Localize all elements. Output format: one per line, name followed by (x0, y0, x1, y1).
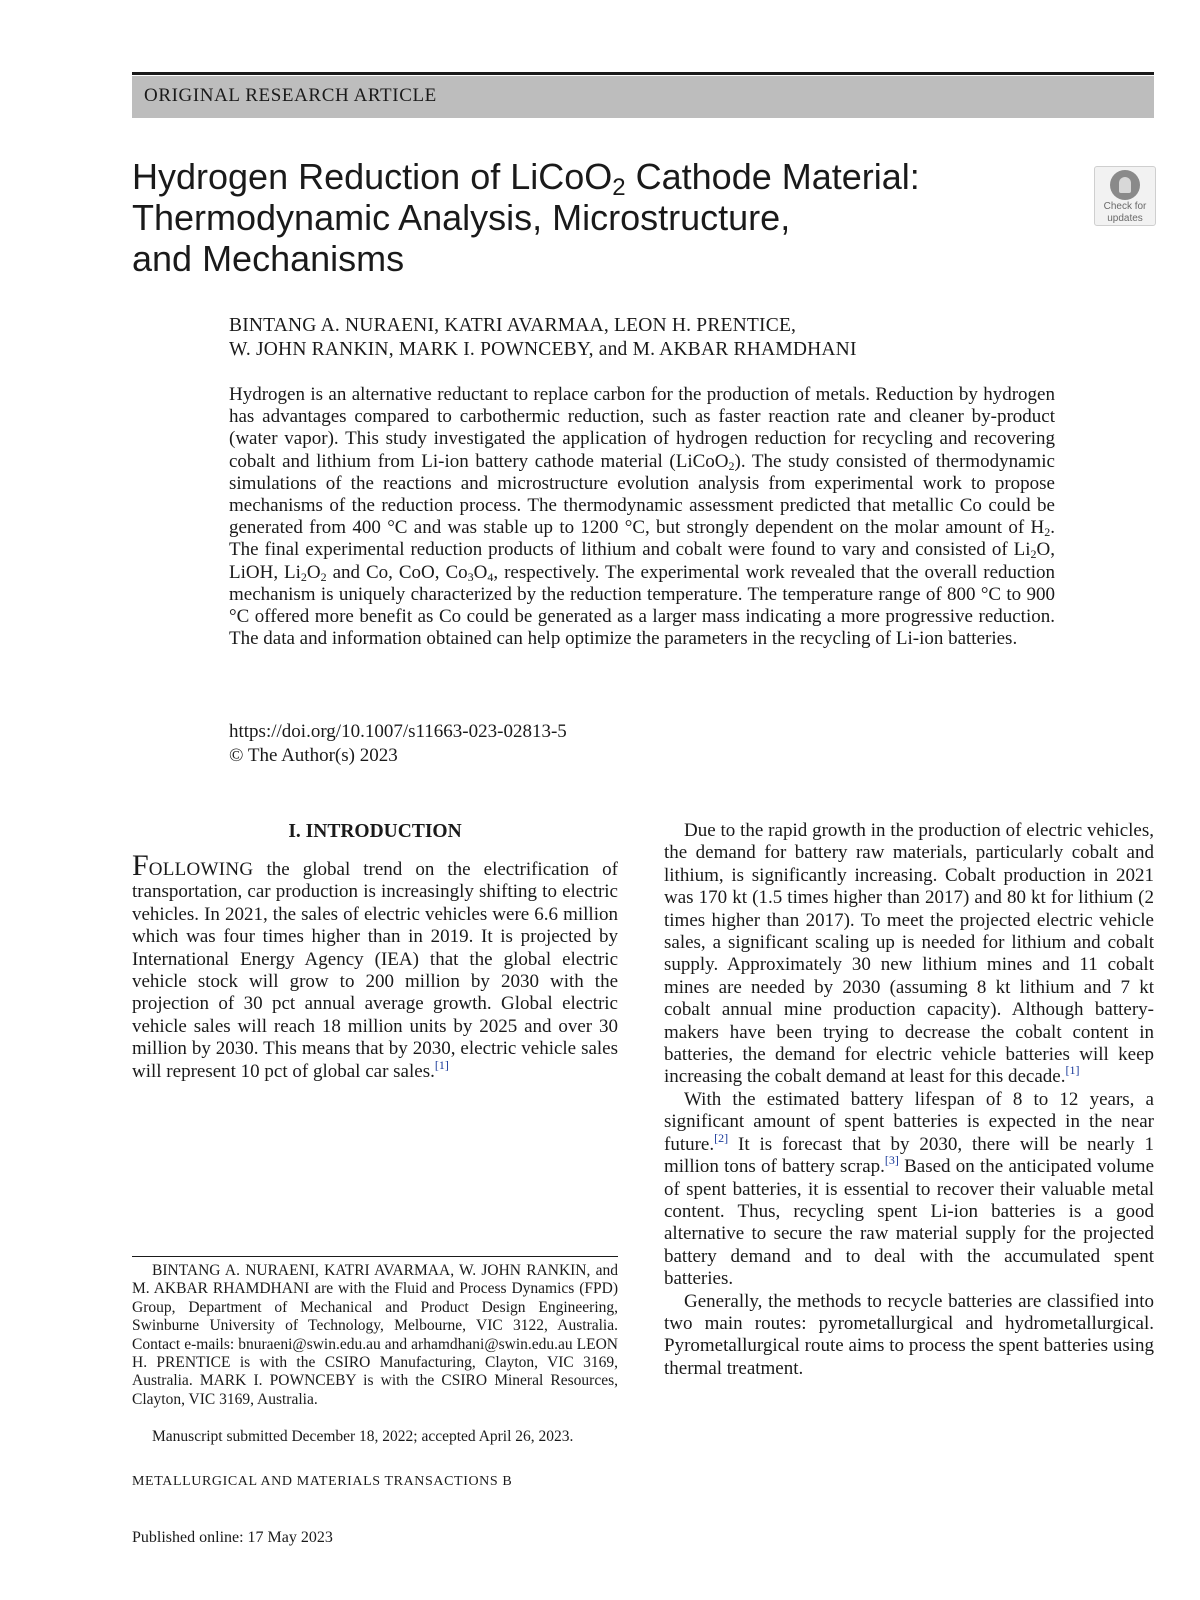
body-paragraph: Generally, the methods to recycle batteries are classified into two main routes: pyrometallurgical and hydrometallurgical. Pyrometallurgical route aims to process the spent batteries using thermal treatment. (664, 1290, 1154, 1379)
abstract-text: Hydrogen is an alternative reductant to replace carbon for the production of metals. Reduction by hydrogen has advantages compared to carbothermic reduction, such as faster reaction rate and cleaner by-product (water vapor). This study investigated the application of hydrogen reduction for recycling and recovering cobalt and lithium from Li-ion battery cathode material (LiCoO (229, 384, 1055, 472)
journal-name: METALLURGICAL AND MATERIALS TRANSACTIONS B (132, 1474, 513, 1489)
title-part1: Hydrogen Reduction of LiCoO (132, 156, 613, 197)
affiliation-footnote: BINTANG A. NURAENI, KATRI AVARMAA, W. JOHN RANKIN, and M. AKBAR RHAMDHANI are with the Fluid and Process Dynamics (FPD) Group, Department of Mechanical and Product Design Engineering, Swinburne University of Technology, Melbourne, VIC 3122, Australia. Contact e-mails: bnuraeni@swin.edu.au and arhamdhani@swin.edu.au LEON H. PRENTICE is with the CSIRO Manufacturing, Clayton, VIC 3169, Australia. MARK I. POWNCEBY is with the CSIRO Mineral Resources, Clayton, VIC 3169, Australia. (132, 1262, 618, 1408)
abstract-sub: 2 (728, 458, 735, 473)
citation-link[interactable]: [2] (714, 1130, 729, 1145)
author-list (229, 314, 1089, 362)
check-updates-label-1: Check for (1103, 201, 1147, 212)
title-line2: Thermodynamic Analysis, Microstructure, (132, 197, 791, 238)
abstract-sub: 2 (320, 569, 327, 584)
section-heading-introduction: I. INTRODUCTION (288, 821, 462, 842)
abstract-sub: 2 (1030, 547, 1037, 562)
check-updates-icon (1110, 170, 1140, 200)
abstract-sub: 4 (487, 569, 494, 584)
abstract-text: O, LiOH, Li (229, 539, 1055, 583)
doi-link[interactable]: https://doi.org/10.1007/s11663-023-02813-5 (229, 721, 567, 742)
footnote-rule (132, 1256, 618, 1257)
check-updates-label-2: updates (1107, 213, 1143, 224)
citation-link[interactable]: [1] (1065, 1063, 1080, 1078)
citation-link[interactable]: [3] (884, 1153, 899, 1168)
left-column (132, 820, 618, 1083)
right-column (664, 820, 1154, 1380)
paragraph-text: With the estimated battery lifespan of 8 to 12 years, a significant amount of spent batteries is expected in the near future. (664, 1088, 1154, 1155)
abstract-text: O (473, 561, 488, 583)
abstract-text: , respectively. The experimental work revealed that the overall reduction mechanism is uniquely characterized by the reduction temperature. The temperature range of 800 °C to 900 °C offered more benefit as Co could be generated as a larger mass indicating a more progressive reduction. The data and information obtained can help optimize the parameters in the recycling of Li-ion batteries. (229, 561, 1055, 650)
published-date: Published online: 17 May 2023 (132, 1529, 333, 1546)
smallcaps-lead: OLLOWING (148, 859, 254, 880)
title-line3: and Mechanisms (132, 238, 405, 279)
paragraph-text: Due to the rapid growth in the production of electric vehicles, the demand for battery raw materials, particularly cobalt and lithium, is significantly increasing. Cobalt production in 2021 was 170 kt (1.5 times higher than 2017) and 80 kt for lithium (2 times higher than 2017). To meet the projected electric vehicle sales, a significant scaling up is needed for lithium and cobalt supply. Approximately 30 new lithium mines and 11 cobalt mines are needed by 2030 (assuming 8 kt lithium and 7 kt cobalt annual mine production capacity). Although battery-makers have been trying to decrease the cobalt content in batteries, the demand for electric vehicle batteries will keep increasing the cobalt demand at least for this decade. (664, 820, 1154, 1088)
abstract-sub: 3 (467, 569, 474, 584)
title-subscript: 2 (612, 174, 626, 201)
paragraph-text: Based on the anticipated volume of spent batteries, it is essential to recover their valuable metal content. Thus, recycling spent Li-ion batteries is a good alternative to secure the raw material supply for the projected battery demand and to deal with the accumulated spent batteries. (664, 1156, 1155, 1290)
abstract-text: O (306, 561, 321, 583)
header-rule (132, 72, 1154, 75)
abstract-text: and Co, CoO, Co (326, 561, 468, 583)
abstract-text: ). The study consisted of thermodynamic simulations of the reactions and microstructure evolution analysis from experimental work to propose mechanisms of the reduction process. The thermodynamic assessment predicted that metallic Co could be generated from 400 °C and was stable up to 1200 °C, but strongly dependent on the molar amount of H (229, 450, 1055, 539)
check-for-updates-button[interactable] (1094, 166, 1156, 226)
body-paragraph (664, 1089, 1154, 1291)
dropcap: F (132, 849, 149, 882)
body-paragraph (664, 820, 1154, 1089)
manuscript-dates: Manuscript submitted December 18, 2022; accepted April 26, 2023. (152, 1428, 574, 1445)
abstract-text: . The final experimental reduction products of lithium and cobalt were found to vary and consisted of Li (229, 517, 1055, 561)
page-title (132, 156, 1032, 279)
authors-line2: W. JOHN RANKIN, MARK I. POWNCEBY, and M. AKBAR RHAMDHANI (229, 339, 857, 360)
abstract-sub: 2 (300, 569, 307, 584)
intro-paragraph (132, 849, 618, 1083)
article-type-band (132, 76, 1154, 118)
authors-line1: BINTANG A. NURAENI, KATRI AVARMAA, LEON H. PRENTICE, (229, 315, 797, 336)
intro-text: the global trend on the electrification of transportation, car production is increasingly shifting to electric vehicles. In 2021, the sales of electric vehicles were 6.6 million which was four times higher than in 2019. It is projected by International Energy Agency (IEA) that the global electric vehicle stock will grow to 200 million by 2030 with the projection of 30 pct annual average growth. Global electric vehicle sales will reach 18 million units by 2025 and over 30 million by 2030. This means that by 2030, electric vehicle sales will represent 10 pct of global car sales. (132, 859, 618, 1082)
copyright: © The Author(s) 2023 (229, 745, 398, 766)
paragraph-text: It is forecast that by 2030, there will be nearly 1 million tons of battery scrap. (664, 1133, 1154, 1178)
abstract-sub: 2 (1044, 525, 1051, 540)
article-type-label: ORIGINAL RESEARCH ARTICLE (144, 85, 437, 106)
abstract (229, 384, 1055, 650)
citation-link[interactable]: [1] (434, 1057, 449, 1072)
title-part2: Cathode Material: (625, 156, 920, 197)
